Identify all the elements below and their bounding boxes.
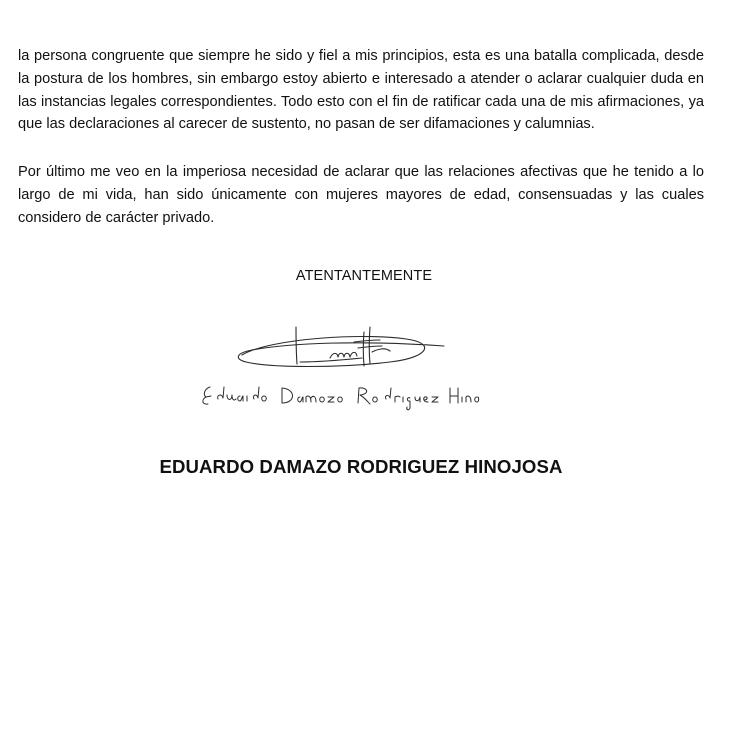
- body-paragraph-2: Por último me veo en la imperiosa necesidad de aclarar que las relaciones afectivas que he tenido a lo largo de mi vida, han sido únicamente con mujeres mayores de edad, consensuadas y las cuales considero de carácter privado.: [18, 164, 704, 226]
- signer-name: EDUARDO DAMAZO RODRIGUEZ HINOJOSA: [159, 456, 563, 477]
- handwritten-name: [196, 377, 480, 413]
- body-paragraph-1: la persona congruente que siempre he sido y fiel a mis principios, esta es una batalla complicada, desde la postura de los hombres, sin embargo estoy abierto e interesado a atender o aclarar cualquier duda en las instancias legales correspondientes. Todo esto con el fin de ratificar cada una de mis afirmaciones, ya que las declaraciones al carecer de sustento, no pasan de ser difamaciones y calumnias.: [18, 48, 704, 133]
- signature-scribble: [230, 318, 446, 376]
- closing-salutation: ATENTANTEMENTE: [295, 268, 433, 284]
